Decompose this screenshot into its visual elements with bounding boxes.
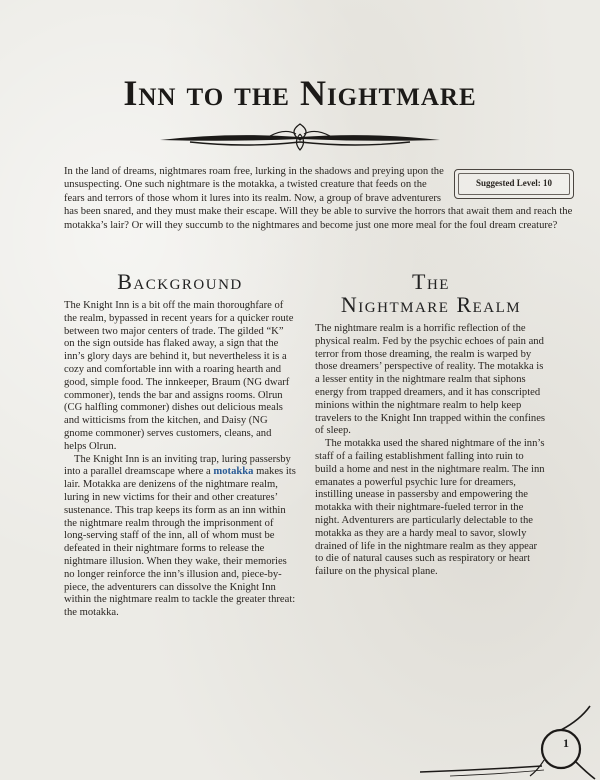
- background-paragraph-2-start: The Knight Inn is an inviting trap, luring passersby into a parallel dreamscape where a: [64, 453, 291, 478]
- suggested-level-box: [454, 169, 574, 199]
- intro-text: In the land of dreams, nightmares roam free, lurking in the shadows and preying upon the unsuspecting. One such nightmare is the motakka, a twisted creature that feeds on the fears and terrors of those whom it lures into its realm. Now, a group of brave adventurers has been snared, and they must make their escape. Will they be able to survive the horrors that await them and reach the motakka’s lair? Or will they succumb to the nightmares and become just one more meal for the foul dream creature?: [64, 166, 573, 231]
- background-paragraph-2: [64, 454, 296, 620]
- background-paragraph-2-end: makes its lair. Motakka are denizens of the nightmare realm, luring in new victims for their and other creatures’ sustenance. This trap keeps its form as an inn within the nightmare realm through the imprisonment of long-serving staff of the inn, all of whom must be defeated in their nightmare forms to release the nightmare illusion. When they wake, their memories no longer reinforce the inn’s illusion and, piece-by-piece, the adventurers can dissolve the Knight Inn within the nightmare realm to tackle the greater threat: the motakka.: [64, 466, 296, 619]
- nightmare-realm-heading: [315, 270, 547, 316]
- realm-paragraph-1: The nightmare realm is a horrific reflection of the physical realm. Fed by the psychic echoes of pain and terror from those dreaming, the realm is warped by those dreamers’ perspective of reality. The motakka is a lesser entity in the nightmare realm that siphons energy from trapped dreamers, and it has conscripted minions within the nightmare realm to help keep travelers to the Knight Inn trapped within the confines of sleep.: [315, 323, 546, 437]
- page-number: 1: [563, 736, 569, 750]
- nightmare-realm-heading-line-1: The: [412, 269, 450, 294]
- background-paragraph-1: The Knight Inn is a bit off the main thoroughfare of the realm, bypassed in recent years for a quicker route between two major centers of trade. The gilded “K” on the sign outside has flaked away, a sign that the inn’s glory days are behind it, but nevertheless it is a cozy and comfortable inn with a roaring hearth and good, simple food. The innkeeper, Braum (NG dwarf commoner), tends the bar and assigns rooms. Olrun (CG halfling commoner) dishes out delicious meals and witticisms from the kitchen, and Daisy (NG gnome commoner) serves customers, cleans, and helps Olrun.: [64, 300, 294, 452]
- realm-paragraph-2: The motakka used the shared nightmare of the inn’s staff of a failing establishment falling into ruin to build a home and nest in the nightmare realm. The inn emanates a powerful psychic lure for dreamers, instilling unease in passersby and empowering the motakka with their nightmare-fueled terror in the night. Adventurers are particularly delectable to the motakka as they are a hardy meal to savor, slowly drained of life in the nightmare realm as they appear to die of natural causes such as respiratory or heart failure on the physical plane.: [315, 438, 545, 578]
- background-column: [64, 270, 296, 620]
- suggested-level-label: Suggested Level: 10: [476, 178, 552, 189]
- ornamental-divider: [150, 120, 450, 154]
- intro-paragraph: [64, 165, 574, 232]
- background-heading: Background: [117, 269, 243, 294]
- nightmare-realm-heading-line-2: Nightmare Realm: [340, 292, 522, 317]
- motakka-link[interactable]: motakka: [213, 466, 254, 478]
- nightmare-realm-column: [315, 270, 547, 579]
- page-title: Inn to the Nightmare: [123, 73, 477, 113]
